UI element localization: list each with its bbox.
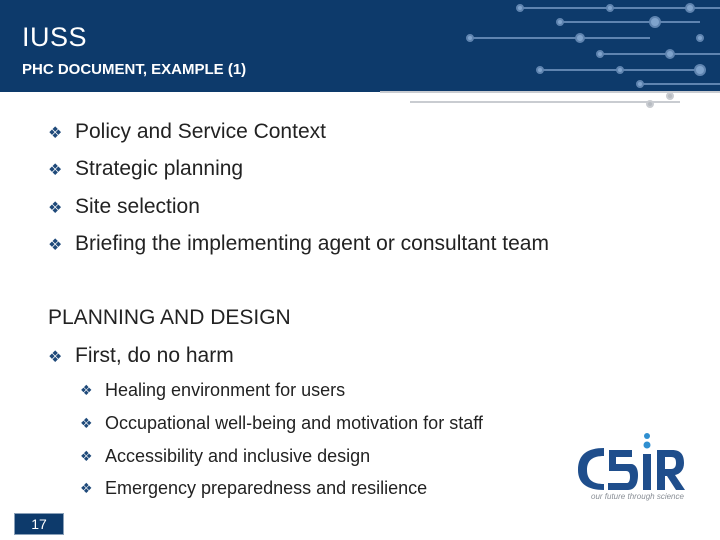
list-item-label: First, do no harm — [75, 344, 234, 367]
list-item — [48, 120, 326, 144]
chevron-bullet-icon: ❖ — [80, 415, 93, 432]
sub-list-item — [80, 446, 370, 467]
chevron-bullet-icon: ❖ — [48, 234, 63, 254]
chevron-bullet-icon: ❖ — [48, 122, 63, 142]
list-item — [48, 195, 200, 219]
chevron-bullet-icon: ❖ — [80, 448, 93, 465]
csir-logo — [576, 432, 686, 492]
list-item-label: Briefing the implementing agent or consultant team — [75, 232, 549, 255]
chevron-bullet-icon: ❖ — [48, 197, 63, 217]
sub-list-item-label: Emergency preparedness and resilience — [105, 478, 428, 498]
header-subtitle: PHC DOCUMENT, EXAMPLE (1) — [22, 61, 247, 78]
logo-tagline: our future through science — [591, 492, 684, 501]
sub-list-item — [80, 380, 345, 401]
chevron-bullet-icon: ❖ — [80, 480, 93, 497]
list-item — [48, 344, 234, 368]
list-item-label: Site selection — [75, 195, 200, 218]
list-item-label: Policy and Service Context — [75, 120, 326, 143]
header-banner — [0, 0, 720, 92]
sub-list-item — [80, 413, 483, 434]
list-item-label: Strategic planning — [75, 157, 244, 180]
list-item — [48, 232, 549, 256]
sub-list-item-label: Occupational well-being and motivation for staff — [105, 413, 483, 433]
header-title: IUSS — [22, 22, 88, 52]
sub-list-item — [80, 478, 427, 499]
sub-list-item-label: Accessibility and inclusive design — [105, 446, 371, 466]
chevron-bullet-icon: ❖ — [80, 382, 93, 399]
chevron-bullet-icon: ❖ — [48, 159, 63, 179]
page-number: 17 — [14, 513, 64, 535]
chevron-bullet-icon: ❖ — [48, 346, 63, 366]
sub-list-item-label: Healing environment for users — [105, 380, 346, 400]
circuit-decoration — [0, 0, 720, 92]
list-item — [48, 157, 243, 181]
connector-decoration — [380, 88, 720, 112]
section-title: PLANNING AND DESIGN — [48, 306, 291, 329]
